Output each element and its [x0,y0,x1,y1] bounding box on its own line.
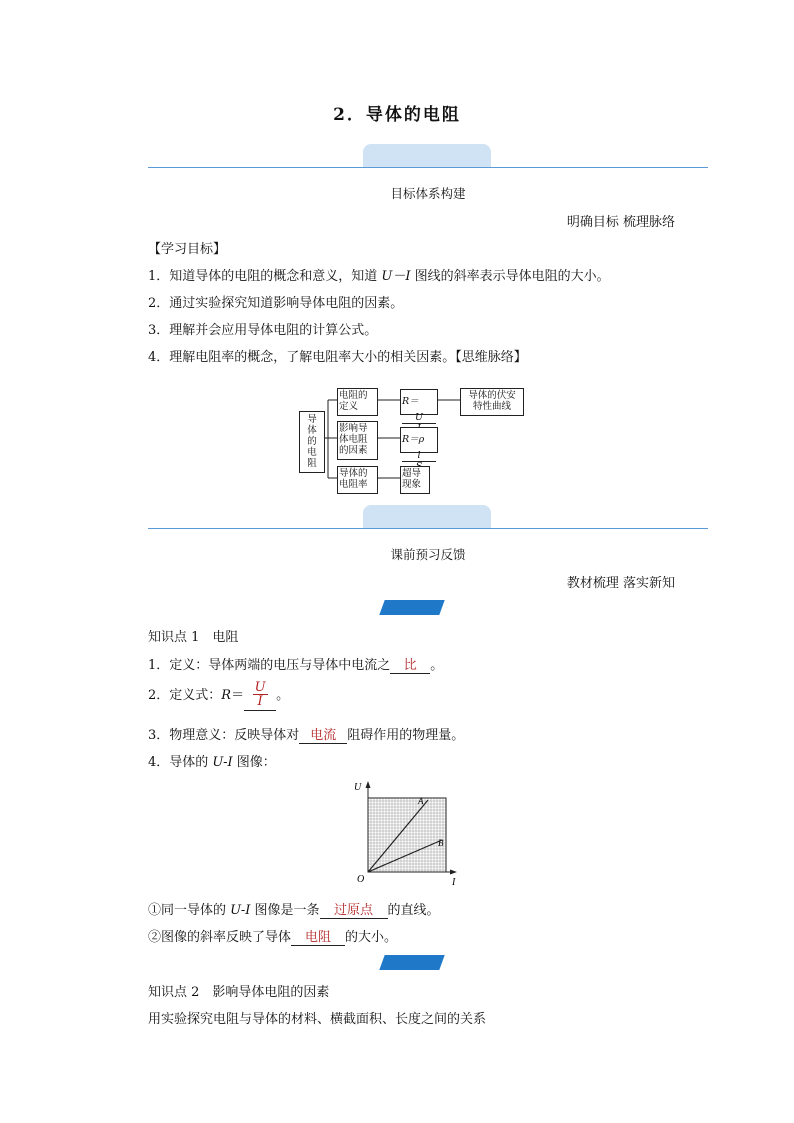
section-heading: 课前预习反馈 [390,547,466,562]
kp-text: 4．导体的 [148,755,213,770]
section-rule [148,528,708,529]
mindmap-text: 导体的 [339,468,368,479]
mindmap-superconductivity [400,466,430,494]
kp-text: 2．定义式： [148,688,222,703]
mindmap-root-char: 体 [307,425,317,436]
kp-title: 知识点 2 影响导体电阻的因素 [148,985,330,1000]
kp-title: 知识点 1 电阻 [148,630,239,645]
kp-text: 。 [430,658,444,673]
answer-blank: 比 [390,654,430,674]
mindmap-text: 电阻的 [339,390,368,401]
goal-math: U－I [381,269,411,284]
kp-text: 阻碍作用的物理量。 [347,728,465,743]
section-subheading: 教材梳理 落实新知 [566,576,675,591]
kp-text: ②图像的斜率反映了导体 [148,930,292,945]
mindmap-iv-curve [460,388,524,416]
x-axis-arrow-icon [450,870,457,875]
answer-fraction [253,681,268,708]
mindmap-text: 特性曲线 [472,401,511,412]
kp-line [148,680,289,711]
section-rule [148,167,708,168]
mindmap-text: 超导 [402,468,422,479]
goal-text: 1．知道导体的电阻的概念和意义，知道 [148,269,382,284]
section-band [148,505,708,533]
section-tab [363,505,491,529]
mindmap-root [299,411,325,473]
section-tab [363,144,491,168]
goals-header: 【学习目标】 [148,242,227,257]
mindmap-text: 导体的伏安 [468,390,516,401]
mindmap-root-char: 电 [307,447,317,458]
mindmap-root-char: 的 [307,436,317,447]
formula-numerator: U [402,413,436,424]
kp-line [148,654,443,674]
mindmap-formula-r-ui [400,389,438,423]
goal-item: 2．通过实验探究知道影响导体电阻的因素。 [148,296,404,311]
mindmap-root-char: 阻 [307,458,317,469]
ui-graph [350,776,465,888]
answer-denominator: I [257,694,263,709]
y-axis-label: U [354,782,362,793]
kp-line [148,926,397,946]
mindmap-formula-r-rho [400,427,438,461]
mindmap-text: 电阻率 [339,479,368,490]
formula-lhs: R＝ [402,396,419,407]
goal-text: 图线的斜率表示导体电阻的大小。 [410,269,610,284]
mindmap-branch-factors [337,421,378,460]
goal-item: 4．理解电阻率的概念，了解电阻率大小的相关因素。【思维脉络】 [148,350,527,365]
kp-line [148,899,440,919]
kp-text: ①同一导体的 [148,903,231,918]
page-title: 2．导体的电阻 [333,105,461,125]
line-b-label: B [438,838,444,848]
mindmap-text: 定义 [339,401,359,412]
formula-numerator: l [402,451,436,462]
x-axis-label: I [452,877,456,888]
answer-numerator: U [254,680,266,695]
mindmap-text: 影响导 [339,423,368,434]
kp-text: 的直线。 [387,903,440,918]
goal-item: 3．理解并会应用导体电阻的计算公式。 [148,323,378,338]
answer-blank: 过原点 [320,899,388,919]
origin-label: O [357,874,365,885]
kp-text: 。 [276,688,290,703]
section-subheading: 明确目标 梳理脉络 [566,215,675,230]
answer-blank: 电阻 [291,926,345,946]
kp-text: 图像： [232,755,276,770]
kp-math: R [221,688,232,703]
kp-text: ＝ [231,688,245,703]
answer-blank: 电流 [299,724,347,744]
kp-text: 的大小。 [345,930,398,945]
kp-line [148,724,464,744]
mindmap-root-char: 导 [307,414,317,425]
kp-text: 3．物理意义：反映导体对 [148,728,300,743]
mindmap-text: 的因素 [339,445,368,456]
kp-math: U-I [230,903,251,918]
mindmap-branch-resistivity [337,466,378,494]
line-a-label: A [418,796,424,806]
kp-line: 用实验探究电阻与导体的材料、横截面积、长度之间的关系 [148,1012,487,1027]
goal-item [148,265,610,284]
answer-blank [244,680,276,711]
mindmap-text: 现象 [402,479,422,490]
y-axis-arrow-icon [366,781,371,788]
section-heading: 目标体系构建 [390,186,466,201]
formula-lhs: R＝ρ [402,434,425,445]
kp-line [148,751,276,770]
section-band [148,144,708,172]
knowledge-tag [379,955,444,970]
kp-math: U-I [212,755,233,770]
knowledge-tag [379,600,444,615]
mindmap-text: 体电阻 [339,434,368,445]
kp-text: 图像是一条 [250,903,320,918]
mindmap-branch-definition [337,388,378,416]
kp-text: 1．定义：导体两端的电压与导体中电流之 [148,658,391,673]
